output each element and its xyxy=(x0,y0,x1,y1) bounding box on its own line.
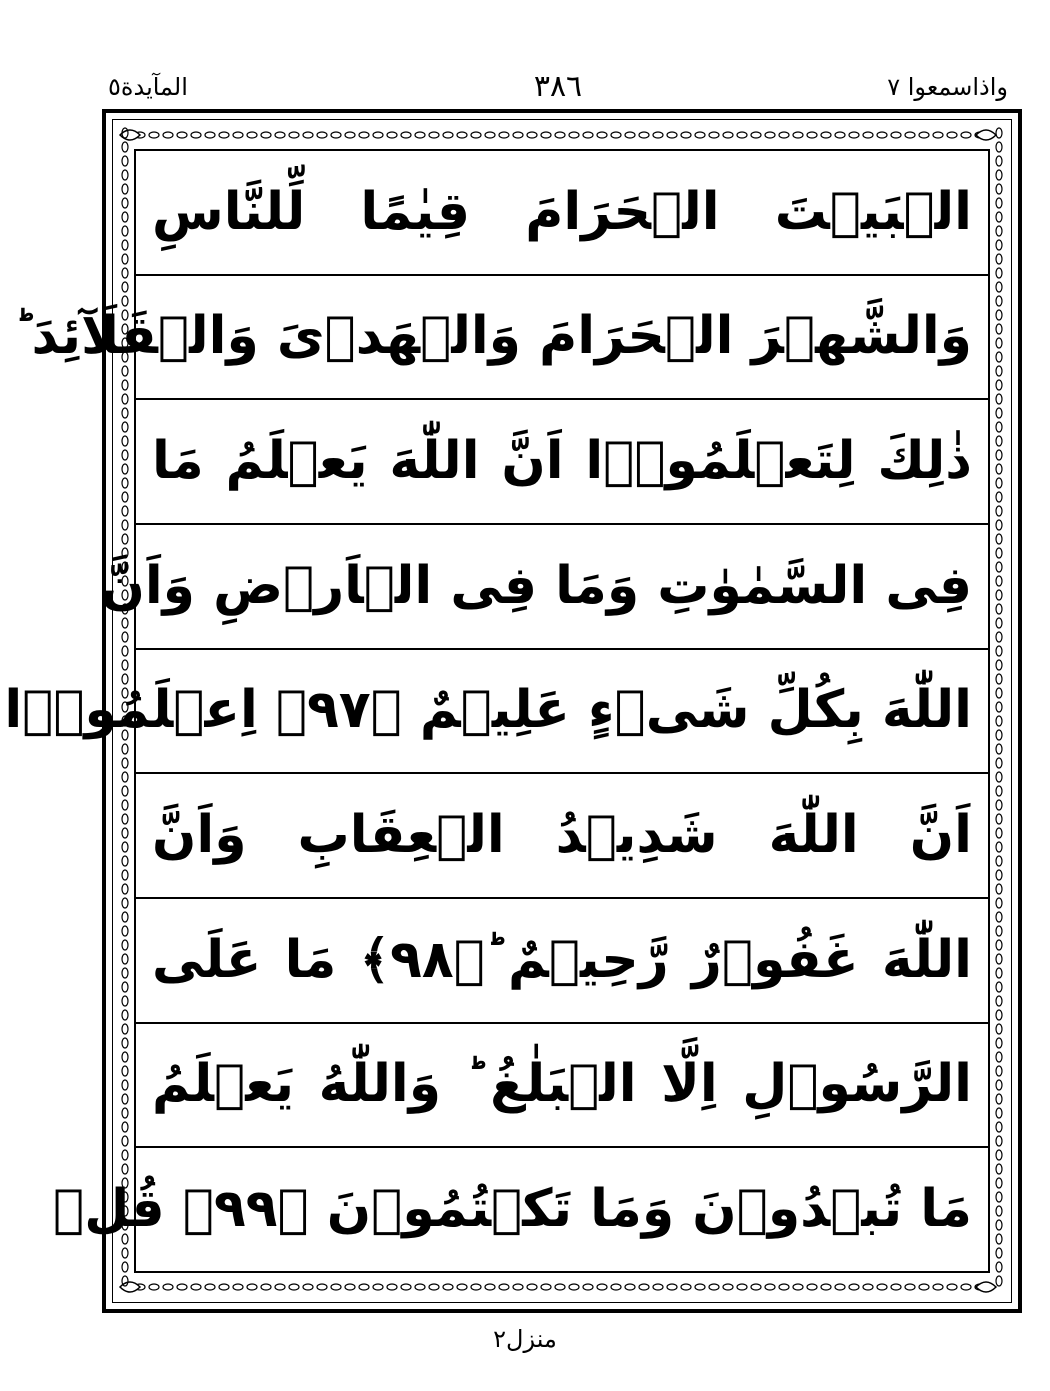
page-frame xyxy=(4,109,1022,1313)
text-line xyxy=(136,400,988,525)
text-line xyxy=(136,1024,988,1149)
juz-name: واذاسمعوا ٧ xyxy=(887,73,1008,101)
verse-line-6: اَنَّ اللّٰهَ شَدِيۡدُ الۡعِقَابِ وَاَنَّ xyxy=(152,805,972,866)
surah-name: المآيدة٥ xyxy=(108,73,188,101)
text-line xyxy=(4,650,988,775)
manzil-footer: منزل٢ xyxy=(493,1325,557,1353)
quran-text-block xyxy=(4,149,990,1273)
verse-line-7: اللّٰهَ غَفُوۡرٌ رَّحِيۡمٌ ؕ﴿٩٨﴾ مَا عَلَى xyxy=(152,929,973,990)
page-header xyxy=(108,70,1008,114)
verse-line-9: مَا تُبۡدُوۡنَ وَمَا تَكۡتُمُوۡنَ ﴿٩٩﴾ قُلۡ xyxy=(52,1179,972,1240)
text-line xyxy=(136,774,988,899)
ornament-border-top xyxy=(118,123,1006,147)
text-line xyxy=(136,899,988,1024)
verse-line-3: ذٰلِكَ لِتَعۡلَمُوۡۤا اَنَّ اللّٰهَ يَعۡلَمُ مَا xyxy=(152,431,972,492)
verse-line-8: الرَّسُوۡلِ اِلَّا الۡبَلٰغُ ؕ وَاللّٰهُ يَعۡلَمُ xyxy=(152,1054,972,1115)
verse-line-5: اللّٰهَ بِكُلِّ شَىۡءٍ عَلِيۡمٌ ﴿٩٧﴾ اِعۡلَمُوۡۤا xyxy=(4,680,972,741)
ornament-border-bottom xyxy=(118,1275,1006,1299)
verse-line-1: الۡبَيۡتَ الۡحَرَامَ قِيٰمًا لِّلنَّاسِ xyxy=(152,181,972,242)
verse-line-4: فِى السَّمٰوٰتِ وَمَا فِى الۡاَرۡضِ وَاَنَّ xyxy=(100,555,972,616)
verse-line-2: وَالشَّهۡرَ الۡحَرَامَ وَالۡهَدۡىَ وَالۡقَلَآئِدَ ؕ xyxy=(13,306,972,367)
text-line xyxy=(13,276,988,401)
text-line xyxy=(100,525,988,650)
ornament-border-right xyxy=(990,125,1008,1297)
text-line xyxy=(136,151,988,276)
page-number: ٣٨٦ xyxy=(533,69,583,104)
text-line xyxy=(52,1148,988,1271)
